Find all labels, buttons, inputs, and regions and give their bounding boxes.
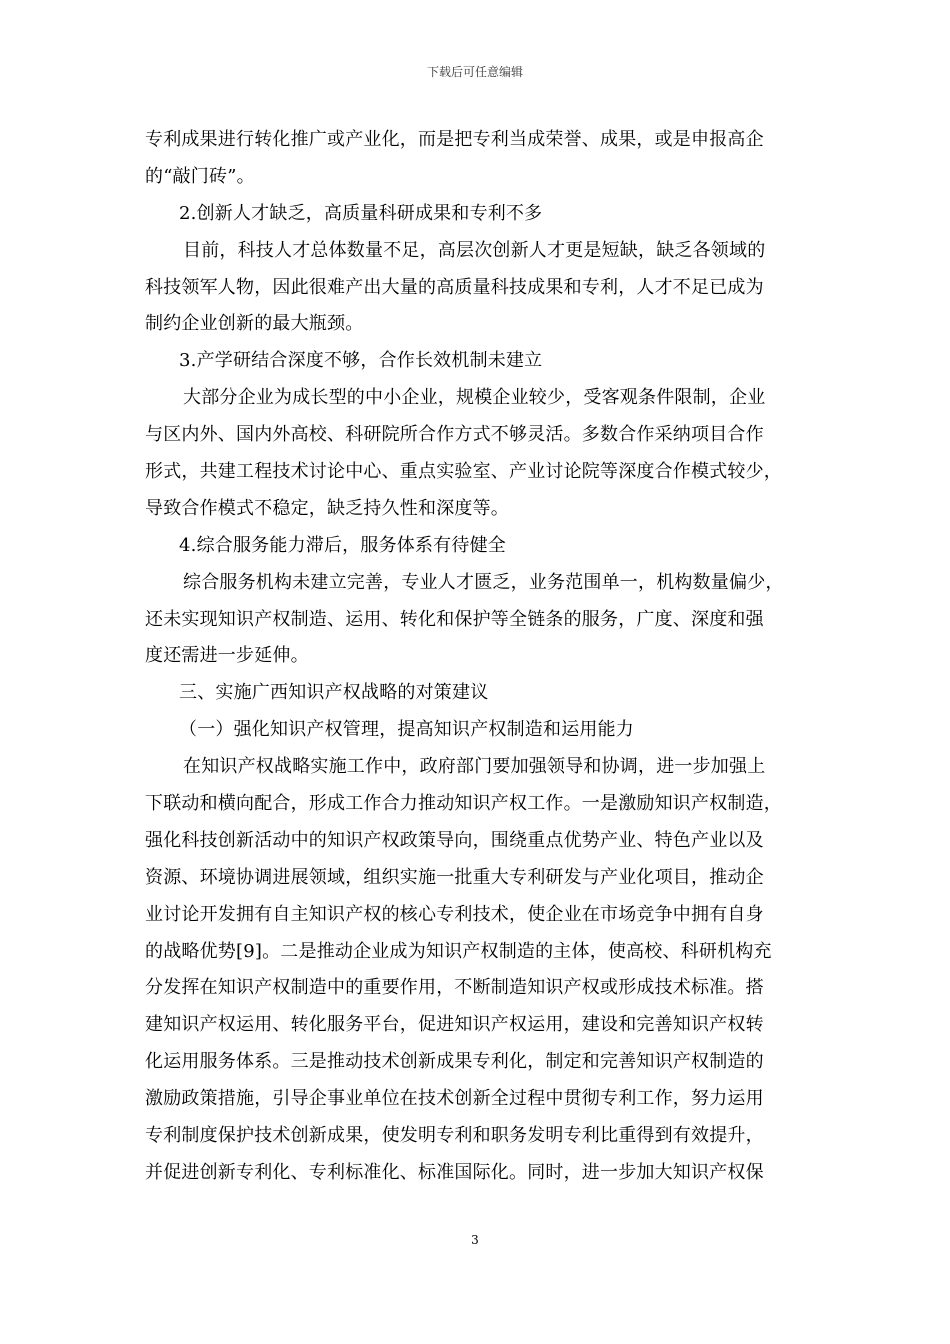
text-line: 并促进创新专利化、专利标准化、标准国际化。同时，进一步加大知识产权保 — [145, 1161, 764, 1183]
text-line: 资源、环境协调进展领域，组织实施一批重大专利研发与产业化项目，推动企 — [145, 866, 764, 888]
text-line: 建知识产权运用、转化服务平台，促进知识产权运用，建设和完善知识产权转 — [145, 1014, 764, 1036]
text-line: 综合服务机构未建立完善，专业人才匮乏，业务范围单一，机构数量偏少， — [183, 571, 784, 593]
page-header: 下载后可任意编辑 — [426, 65, 523, 79]
text-line: 与区内外、国内外高校、科研院所合作方式不够灵活。多数合作采纳项目合作 — [145, 424, 764, 446]
section-heading: 3.产学研结合深度不够，合作长效机制未建立 — [179, 350, 543, 372]
text-line: 业讨论开发拥有自主知识产权的核心专利技术，使企业在市场竞争中拥有自身 — [145, 903, 764, 925]
text-line: 的“敲门砖”。 — [145, 165, 255, 187]
text-line: 导致合作模式不稳定，缺乏持久性和深度等。 — [145, 497, 509, 519]
subsection-heading: （一）强化知识产权管理，提高知识产权制造和运用能力 — [179, 719, 634, 741]
text-line: 目前，科技人才总体数量不足，高层次创新人才更是短缺，缺乏各领域的 — [183, 239, 766, 261]
section-heading: 2.创新人才缺乏，高质量科研成果和专利不多 — [179, 202, 543, 224]
section-heading: 三、实施广西知识产权战略的对策建议 — [179, 682, 489, 704]
section-heading: 4.综合服务能力滞后，服务体系有待健全 — [179, 534, 506, 556]
text-line: 分发挥在知识产权制造中的重要作用，不断制造知识产权或形成技术标准。搭 — [145, 977, 764, 999]
text-line: 强化科技创新活动中的知识产权政策导向，围绕重点优势产业、特色产业以及 — [145, 829, 764, 851]
text-line: 度还需进一步延伸。 — [145, 645, 309, 667]
text-line: 下联动和横向配合，形成工作合力推动知识产权工作。一是激励知识产权制造， — [145, 793, 782, 815]
text-line: 化运用服务体系。三是推动技术创新成果专利化，制定和完善知识产权制造的 — [145, 1051, 764, 1073]
text-line: 专利成果进行转化推广或产业化，而是把专利当成荣誉、成果，或是申报高企 — [145, 129, 764, 150]
text-line: 专利制度保护技术创新成果，使发明专利和职务发明专利比重得到有效提升， — [145, 1125, 764, 1147]
text-line: 大部分企业为成长型的中小企业，规模企业较少，受客观条件限制，企业 — [183, 387, 766, 409]
text-line: 形式，共建工程技术讨论中心、重点实验室、产业讨论院等深度合作模式较少， — [145, 461, 782, 483]
text-line: 科技领军人物，因此很难产出大量的高质量科技成果和专利，人才不足已成为 — [145, 276, 764, 298]
text-line: 在知识产权战略实施工作中，政府部门要加强领导和协调，进一步加强上 — [183, 756, 766, 778]
text-line: 制约企业创新的最大瓶颈。 — [145, 313, 364, 335]
text-line: 还未实现知识产权制造、运用、转化和保护等全链条的服务，广度、深度和强 — [145, 608, 764, 630]
text-line: 的战略优势[9]。二是推动企业成为知识产权制造的主体，使高校、科研机构充 — [145, 940, 772, 962]
page-number: 3 — [471, 1233, 479, 1247]
document-body — [145, 122, 807, 1192]
text-line: 激励政策措施，引导企事业单位在技术创新全过程中贯彻专利工作，努力运用 — [145, 1088, 764, 1110]
